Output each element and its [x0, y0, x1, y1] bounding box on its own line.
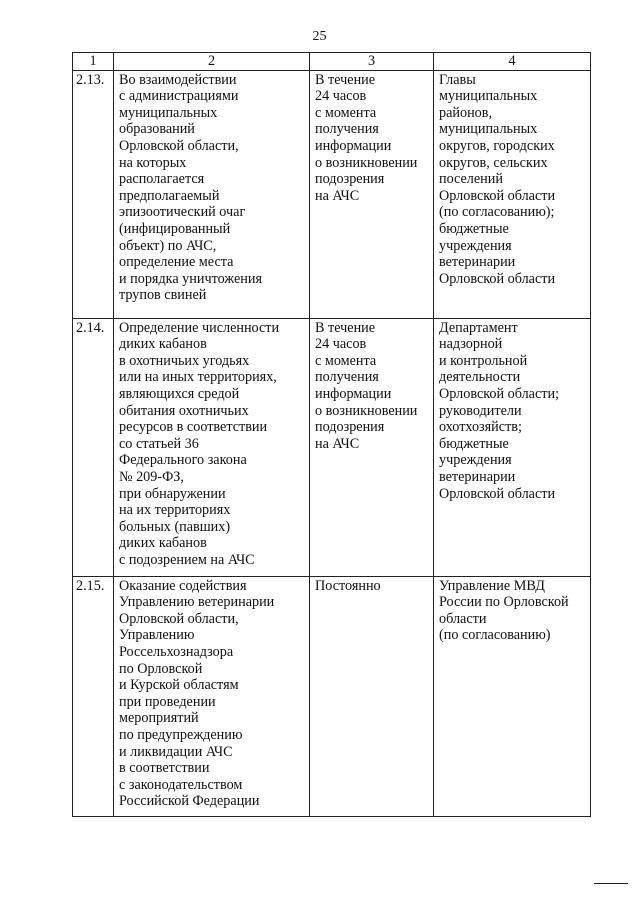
table-row: [73, 318, 591, 576]
term-cell: Постоянно: [310, 576, 434, 816]
row-number: 2.14.: [73, 318, 114, 576]
term-cell: В течение 24 часов с момента получения информации о возникновении подозрения на АЧС: [310, 70, 434, 318]
page-number: 25: [312, 29, 327, 44]
row-number: 2.15.: [73, 576, 114, 816]
event-cell: Оказание содействия Управлению ветеринарии Орловской области, Управлению Россельхознадзора по Орловской и Курской областям при проведении мероприятий по предупреждению и ликвидации АЧС в соответствии с законодательством Российской Федерации: [114, 576, 310, 816]
column-header: 2: [114, 53, 310, 71]
responsible-cell: Управление МВД России по Орловской области (по согласованию): [434, 576, 591, 816]
event-cell: Определение численности диких кабанов в охотничьих угодьях или на иных территориях, являющихся средой обитания охотничьих ресурсов в соответствии со статьей 36 Федерального закона № 209-ФЗ, при обнаружении на их территориях больных (павших) диких кабанов с подозрением на АЧС: [114, 318, 310, 576]
table-row: [73, 70, 591, 318]
responsible-cell: Главы муниципальных районов, муниципальных округов, городских округов, сельских поселений Орловской области (по согласованию); бюджетные учреждения ветеринарии Орловской области: [434, 70, 591, 318]
column-header: 3: [310, 53, 434, 71]
row-number: 2.13.: [73, 70, 114, 318]
measures-table: [72, 52, 591, 817]
footer-rule: [594, 883, 628, 884]
column-header: 1: [73, 53, 114, 71]
column-header: 4: [434, 53, 591, 71]
term-cell: В течение 24 часов с момента получения информации о возникновении подозрения на АЧС: [310, 318, 434, 576]
responsible-cell: Департамент надзорной и контрольной деятельности Орловской области; руководители охотхозяйств; бюджетные учреждения ветеринарии Орловской области: [434, 318, 591, 576]
table-row: [73, 576, 591, 816]
table-header-row: [73, 53, 591, 71]
event-cell: Во взаимодействии с администрациями муниципальных образований Орловской области, на которых располагается предполагаемый эпизоотический очаг (инфицированный объект) по АЧС, определение места и порядка уничтожения трупов свиней: [114, 70, 310, 318]
